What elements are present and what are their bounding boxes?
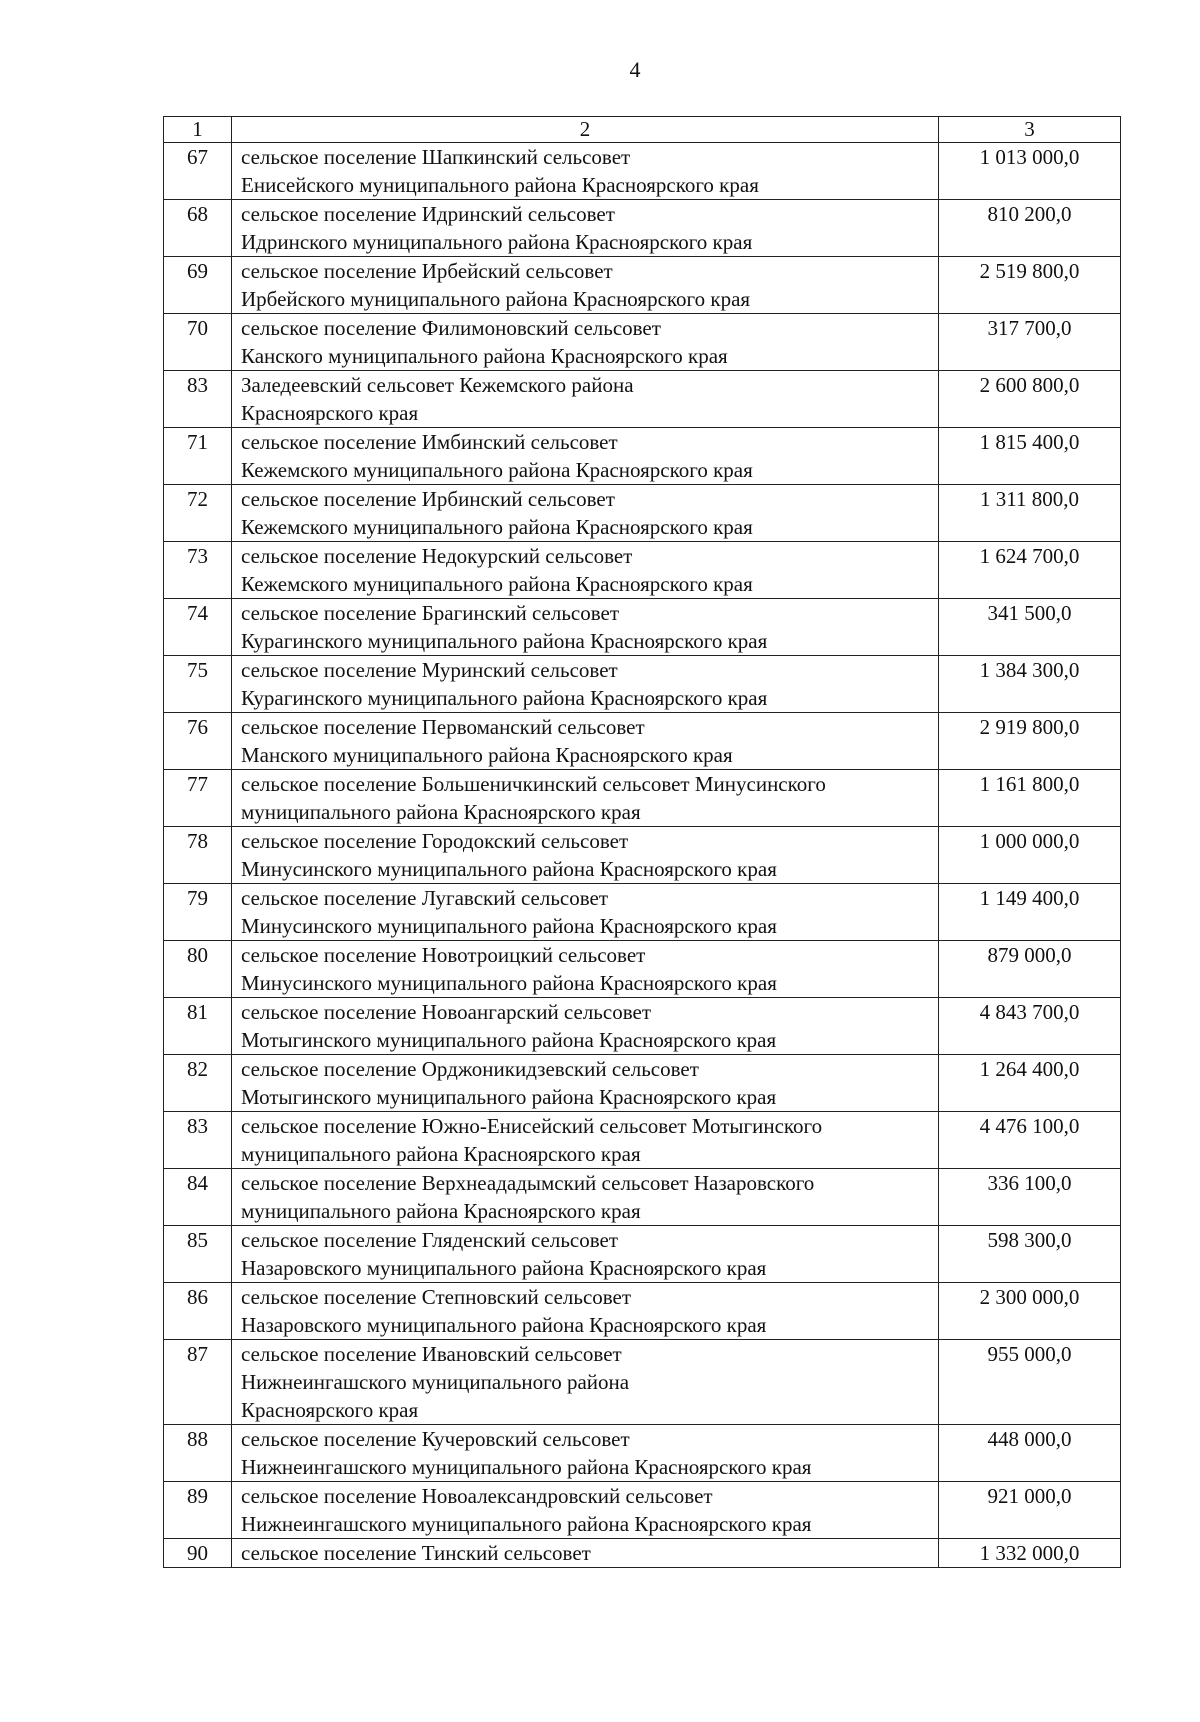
table-row (164, 1112, 1121, 1169)
row-number: 85 (164, 1226, 232, 1283)
settlement-name-line: сельское поселение Верхнеададымский сельсовет Назаровского (241, 1171, 815, 1195)
header-col-2: 2 (232, 117, 939, 143)
header-col-3: 3 (939, 117, 1121, 143)
settlement-name (232, 770, 939, 827)
row-number: 82 (164, 1055, 232, 1112)
row-number: 80 (164, 941, 232, 998)
settlement-name-line: сельское поселение Новотроицкий сельсовет (241, 943, 646, 967)
amount: 879 000,0 (939, 941, 1121, 998)
amount: 4 843 700,0 (939, 998, 1121, 1055)
settlement-name (232, 941, 939, 998)
settlement-name-line: сельское поселение Шапкинский сельсовет (241, 145, 631, 169)
amount: 598 300,0 (939, 1226, 1121, 1283)
settlement-name-line: Минусинского муниципального района Красноярского края (241, 857, 777, 881)
allocation-table (163, 116, 1121, 1568)
settlement-name (232, 1340, 939, 1425)
settlement-name (232, 827, 939, 884)
table-row (164, 1283, 1121, 1340)
settlement-name (232, 1283, 939, 1340)
amount: 1 332 000,0 (939, 1539, 1121, 1568)
settlement-name-line: сельское поселение Кучеровский сельсовет (241, 1427, 630, 1451)
row-number: 86 (164, 1283, 232, 1340)
settlement-name-line: сельское поселение Орджоникидзевский сельсовет (241, 1057, 699, 1081)
amount: 2 919 800,0 (939, 713, 1121, 770)
row-number: 71 (164, 428, 232, 485)
table-row (164, 428, 1121, 485)
amount: 341 500,0 (939, 599, 1121, 656)
settlement-name (232, 371, 939, 428)
settlement-name-line: Нижнеингашского муниципального района (241, 1370, 630, 1394)
settlement-name-line: сельское поселение Городокский сельсовет (241, 829, 629, 853)
settlement-name-line: Идринского муниципального района Красноярского края (241, 230, 753, 254)
table-row (164, 941, 1121, 998)
row-number: 87 (164, 1340, 232, 1425)
row-number: 67 (164, 143, 232, 200)
settlement-name (232, 542, 939, 599)
settlement-name (232, 143, 939, 200)
row-number: 83 (164, 371, 232, 428)
settlement-name (232, 200, 939, 257)
table-row (164, 884, 1121, 941)
amount: 2 519 800,0 (939, 257, 1121, 314)
settlement-name-line: сельское поселение Лугавский сельсовет (241, 886, 609, 910)
settlement-name-line: Красноярского края (241, 401, 419, 425)
amount: 1 384 300,0 (939, 656, 1121, 713)
settlement-name-line: Кежемского муниципального района Красноярского края (241, 515, 753, 539)
table-row (164, 1055, 1121, 1112)
settlement-name-line: Минусинского муниципального района Красноярского края (241, 971, 777, 995)
settlement-name-line: сельское поселение Степновский сельсовет (241, 1285, 632, 1309)
settlement-name-line: Красноярского края (241, 1398, 419, 1422)
amount: 2 300 000,0 (939, 1283, 1121, 1340)
settlement-name-line: сельское поселение Ирбейский сельсовет (241, 259, 613, 283)
settlement-name-line: сельское поселение Большеничкинский сельсовет Минусинского (241, 772, 826, 796)
row-number: 75 (164, 656, 232, 713)
amount: 1 000 000,0 (939, 827, 1121, 884)
table-row (164, 1482, 1121, 1539)
settlement-name-line: Енисейского муниципального района Красноярского края (241, 173, 759, 197)
table-header-row (164, 117, 1121, 143)
settlement-name (232, 1169, 939, 1226)
settlement-name (232, 428, 939, 485)
row-number: 79 (164, 884, 232, 941)
table-row (164, 713, 1121, 770)
row-number: 81 (164, 998, 232, 1055)
table-row (164, 143, 1121, 200)
settlement-name (232, 1226, 939, 1283)
row-number: 77 (164, 770, 232, 827)
table-row (164, 314, 1121, 371)
amount: 1 161 800,0 (939, 770, 1121, 827)
amount: 448 000,0 (939, 1425, 1121, 1482)
settlement-name-line: Нижнеингашского муниципального района Красноярского края (241, 1512, 812, 1536)
row-number: 72 (164, 485, 232, 542)
settlement-name-line: сельское поселение Недокурский сельсовет (241, 544, 633, 568)
settlement-name-line: сельское поселение Южно-Енисейский сельсовет Мотыгинского (241, 1114, 823, 1138)
settlement-name-line: Курагинского муниципального района Красноярского края (241, 629, 768, 653)
settlement-name (232, 998, 939, 1055)
settlement-name-line: Заледеевский сельсовет Кежемского района (241, 373, 634, 397)
amount: 1 624 700,0 (939, 542, 1121, 599)
settlement-name-line: Курагинского муниципального района Красноярского края (241, 686, 768, 710)
row-number: 84 (164, 1169, 232, 1226)
row-number: 83 (164, 1112, 232, 1169)
settlement-name-line: сельское поселение Первоманский сельсовет (241, 715, 645, 739)
amount: 336 100,0 (939, 1169, 1121, 1226)
settlement-name-line: Мотыгинского муниципального района Красноярского края (241, 1028, 777, 1052)
settlement-name-line: сельское поселение Имбинский сельсовет (241, 430, 618, 454)
settlement-name-line: сельское поселение Новоалександровский сельсовет (241, 1484, 713, 1508)
amount: 921 000,0 (939, 1482, 1121, 1539)
table-row (164, 1539, 1121, 1568)
settlement-name-line: Манского муниципального района Красноярского края (241, 743, 733, 767)
settlement-name (232, 713, 939, 770)
settlement-name (232, 884, 939, 941)
row-number: 73 (164, 542, 232, 599)
amount: 1 311 800,0 (939, 485, 1121, 542)
settlement-name-line: Назаровского муниципального района Красноярского края (241, 1256, 767, 1280)
amount: 1 264 400,0 (939, 1055, 1121, 1112)
amount: 1 013 000,0 (939, 143, 1121, 200)
row-number: 69 (164, 257, 232, 314)
settlement-name-line: Кежемского муниципального района Красноярского края (241, 458, 753, 482)
settlement-name-line: сельское поселение Ивановский сельсовет (241, 1342, 622, 1366)
table-row (164, 827, 1121, 884)
settlement-name (232, 1112, 939, 1169)
table-row (164, 542, 1121, 599)
settlement-name-line: сельское поселение Тинский сельсовет (241, 1541, 591, 1565)
table-row (164, 257, 1121, 314)
settlement-name-line: сельское поселение Муринский сельсовет (241, 658, 618, 682)
amount: 1 815 400,0 (939, 428, 1121, 485)
amount: 955 000,0 (939, 1340, 1121, 1425)
table-row (164, 200, 1121, 257)
row-number: 74 (164, 599, 232, 656)
table-row (164, 770, 1121, 827)
settlement-name (232, 1055, 939, 1112)
row-number: 90 (164, 1539, 232, 1568)
settlement-name (232, 1425, 939, 1482)
table-row (164, 656, 1121, 713)
settlement-name-line: сельское поселение Филимоновский сельсовет (241, 316, 661, 340)
row-number: 78 (164, 827, 232, 884)
settlement-name-line: сельское поселение Брагинский сельсовет (241, 601, 620, 625)
settlement-name-line: Минусинского муниципального района Красноярского края (241, 914, 777, 938)
settlement-name (232, 1539, 939, 1568)
table-row (164, 485, 1121, 542)
settlement-name-line: Нижнеингашского муниципального района Красноярского края (241, 1455, 812, 1479)
settlement-name-line: Канского муниципального района Красноярского края (241, 344, 728, 368)
settlement-name-line: сельское поселение Новоангарский сельсовет (241, 1000, 651, 1024)
settlement-name-line: сельское поселение Ирбинский сельсовет (241, 487, 615, 511)
settlement-name-line: муниципального района Красноярского края (241, 1199, 641, 1223)
settlement-name (232, 656, 939, 713)
amount: 4 476 100,0 (939, 1112, 1121, 1169)
header-col-1: 1 (164, 117, 232, 143)
settlement-name (232, 257, 939, 314)
page-number: 4 (629, 57, 641, 82)
amount: 317 700,0 (939, 314, 1121, 371)
row-number: 89 (164, 1482, 232, 1539)
settlement-name-line: сельское поселение Гляденский сельсовет (241, 1228, 619, 1252)
settlement-name (232, 485, 939, 542)
settlement-name-line: Кежемского муниципального района Красноярского края (241, 572, 753, 596)
row-number: 88 (164, 1425, 232, 1482)
settlement-name-line: Ирбейского муниципального района Красноярского края (241, 287, 751, 311)
settlement-name-line: Назаровского муниципального района Красноярского края (241, 1313, 767, 1337)
table-row (164, 371, 1121, 428)
amount: 810 200,0 (939, 200, 1121, 257)
settlement-name-line: Мотыгинского муниципального района Красноярского края (241, 1085, 777, 1109)
table-row (164, 1425, 1121, 1482)
table-row (164, 599, 1121, 656)
table-row (164, 1226, 1121, 1283)
row-number: 70 (164, 314, 232, 371)
table-row (164, 1340, 1121, 1425)
table-body (164, 117, 1121, 1568)
settlement-name-line: муниципального района Красноярского края (241, 800, 641, 824)
amount: 1 149 400,0 (939, 884, 1121, 941)
table-row (164, 1169, 1121, 1226)
settlement-name (232, 1482, 939, 1539)
amount: 2 600 800,0 (939, 371, 1121, 428)
settlement-name (232, 599, 939, 656)
table-row (164, 998, 1121, 1055)
row-number: 76 (164, 713, 232, 770)
settlement-name-line: муниципального района Красноярского края (241, 1142, 641, 1166)
settlement-name-line: сельское поселение Идринский сельсовет (241, 202, 615, 226)
settlement-name (232, 314, 939, 371)
row-number: 68 (164, 200, 232, 257)
